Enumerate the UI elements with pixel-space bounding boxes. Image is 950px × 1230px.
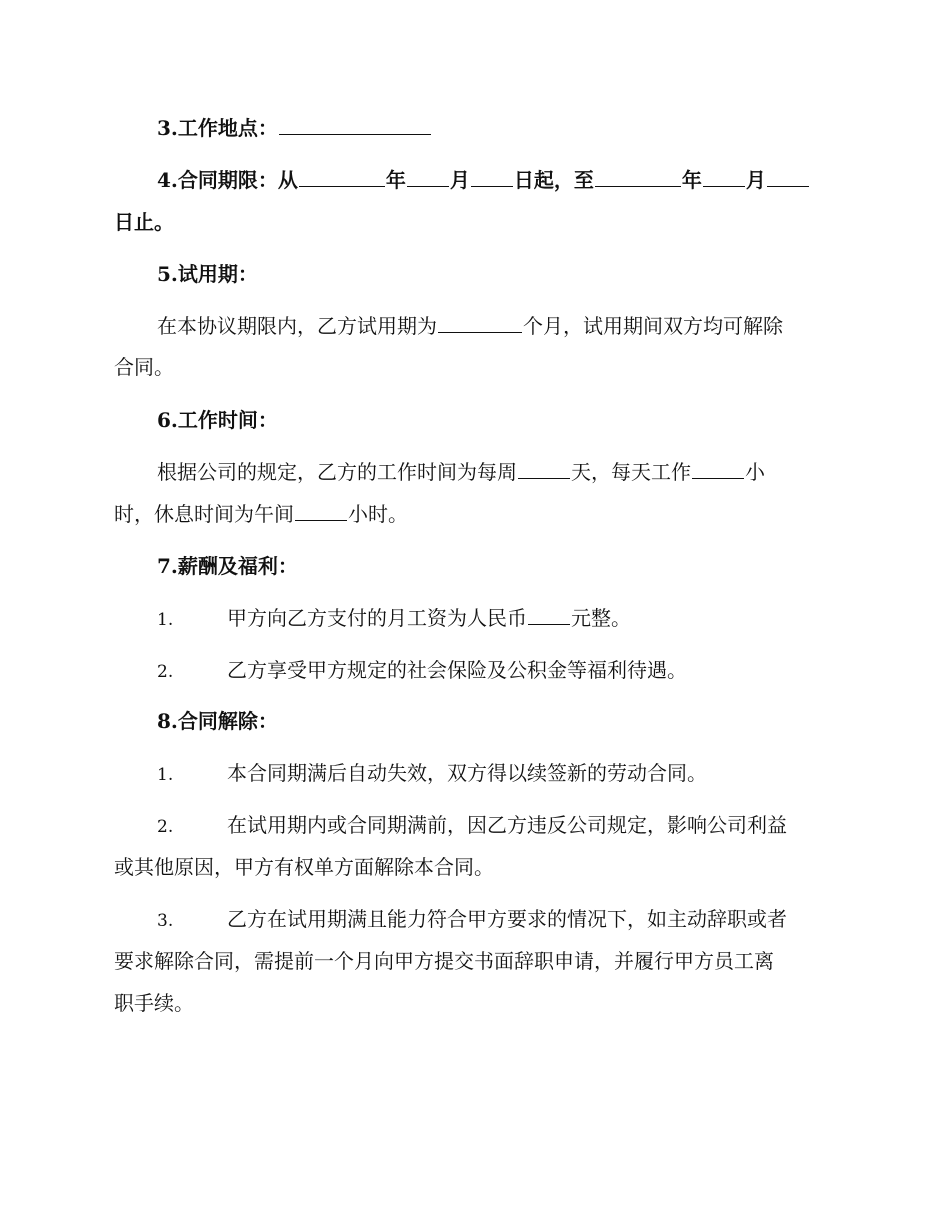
- hours-unit-text: 小: [745, 460, 765, 484]
- hours-per-day-text: 天，每天工作: [571, 460, 691, 484]
- end-month-blank: [703, 166, 745, 187]
- resignation-text-a: 乙方在试用期满且能力符合甲方要求的情况下，如主动辞职或者: [227, 907, 787, 931]
- expiry-text: 本合同期满后自动失效，双方得以续签新的劳动合同。: [227, 761, 707, 785]
- section-7-item-1: [157, 604, 887, 634]
- section-6-para-line2: [114, 500, 844, 528]
- section-5-para-line1: [157, 312, 887, 340]
- work-days-text: 根据公司的规定，乙方的工作时间为每周: [157, 460, 517, 484]
- salary-unit: 元整。: [571, 606, 631, 630]
- section-3-work-location: [157, 114, 887, 142]
- start-year-label: 年: [385, 168, 406, 192]
- section-6-title: 6.工作时间：: [157, 408, 278, 432]
- section-4-end: 日止。: [114, 210, 174, 234]
- salary-text: 甲方向乙方支付的月工资为人民币: [227, 606, 527, 630]
- item-number: 1.: [157, 765, 174, 785]
- break-hours-unit: 小时。: [348, 502, 408, 526]
- benefits-text: 乙方享受甲方规定的社会保险及公积金等福利待遇。: [227, 658, 687, 682]
- section-4-contract-term: [157, 166, 887, 194]
- end-year-blank: [595, 166, 681, 187]
- probation-text-b: 个月，试用期间双方均可解除: [523, 314, 783, 338]
- start-year-blank: [299, 166, 385, 187]
- section-5-title: 5.试用期：: [157, 262, 258, 286]
- section-7-item-2: [157, 656, 887, 686]
- salary-amount-blank: [528, 604, 570, 625]
- break-time-text: 时，休息时间为午间: [114, 502, 294, 526]
- start-day-label: 日起，至: [513, 168, 594, 192]
- section-7-title: 7.薪酬及福利：: [157, 554, 298, 578]
- probation-text-a: 在本协议期限内，乙方试用期为: [157, 314, 437, 338]
- end-day-blank: [767, 166, 809, 187]
- start-month-blank: [407, 166, 449, 187]
- section-8-item-2-line2: 或其他原因，甲方有权单方面解除本合同。: [114, 855, 494, 879]
- start-day-blank: [471, 166, 513, 187]
- break-hours-blank: [295, 500, 347, 521]
- item-number: 2.: [157, 817, 174, 837]
- section-3-title: 3.工作地点：: [157, 116, 278, 140]
- section-8-title: 8.合同解除：: [157, 709, 278, 733]
- section-8-item-2-line1: [157, 811, 887, 841]
- item-number: 1.: [157, 610, 174, 630]
- days-per-week-blank: [518, 458, 570, 479]
- section-8-item-3-line1: [157, 905, 887, 935]
- termination-text-a: 在试用期内或合同期满前，因乙方违反公司规定，影响公司利益: [227, 813, 787, 837]
- item-number: 3.: [157, 911, 174, 931]
- end-month-label: 月: [745, 168, 766, 192]
- work-location-blank: [279, 114, 431, 135]
- item-number: 2.: [157, 662, 174, 682]
- section-8-item-3-line2: 要求解除合同，需提前一个月向甲方提交书面辞职申请，并履行甲方员工离: [114, 949, 774, 973]
- section-6-para-line1: [157, 458, 887, 486]
- section-8-item-3-line3: 职手续。: [114, 991, 194, 1015]
- probation-months-blank: [438, 312, 522, 333]
- end-year-label: 年: [681, 168, 702, 192]
- start-month-label: 月: [449, 168, 470, 192]
- term-from-label: 4.合同期限：从: [157, 168, 298, 192]
- section-5-para-line2: 合同。: [114, 355, 174, 379]
- section-8-item-1: [157, 759, 887, 789]
- hours-per-day-blank: [692, 458, 744, 479]
